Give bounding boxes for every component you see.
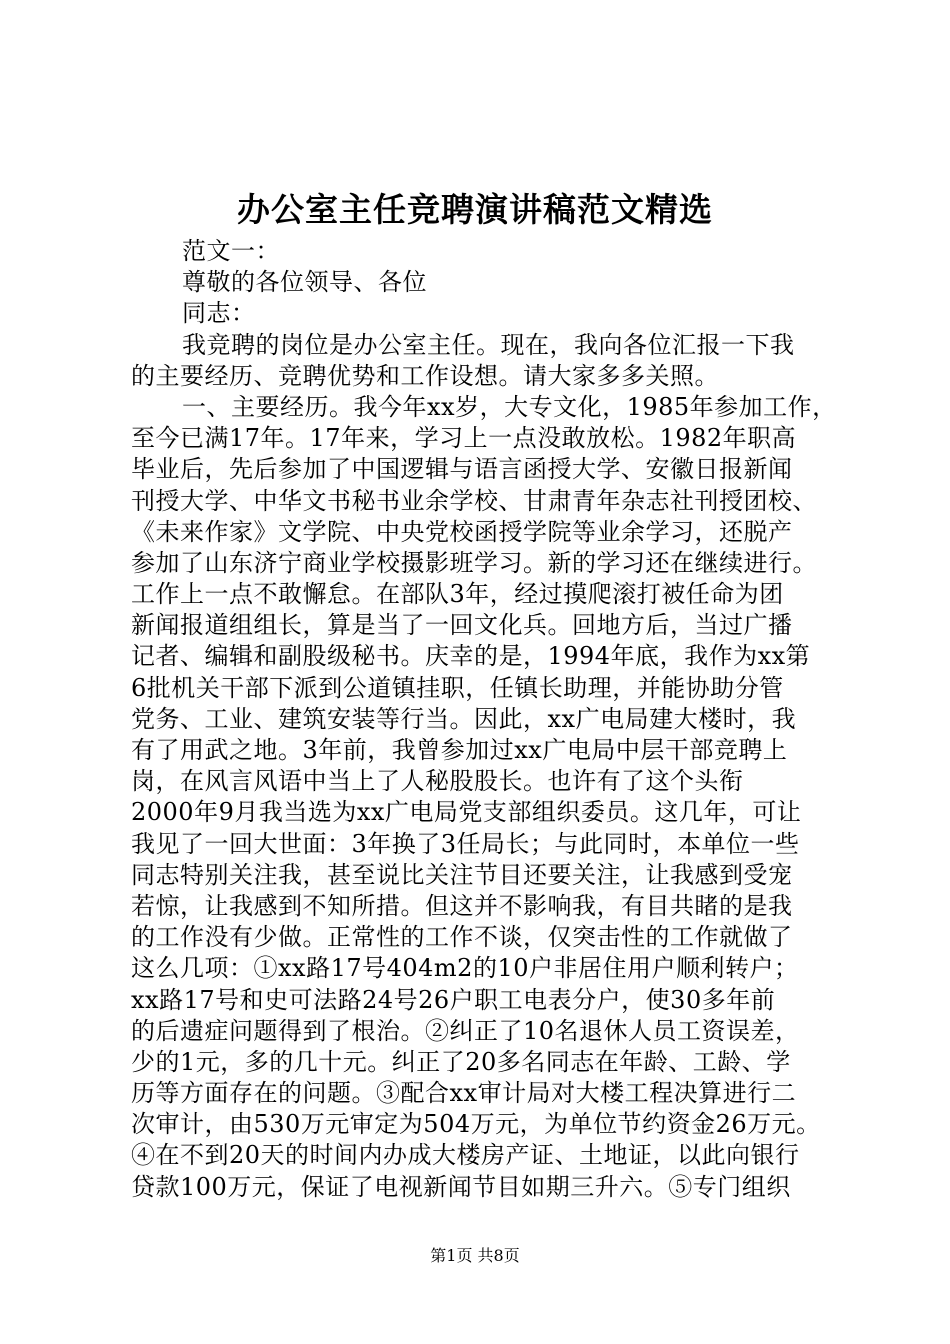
text-line: 有了用武之地。3年前，我曾参加过xx广电局中层干部竞聘上: [131, 736, 788, 764]
document-title: 办公室主任竞聘演讲稿范文精选: [237, 190, 713, 229]
page-footer: 第1页 共8页: [430, 1246, 520, 1265]
text-line: 同志特别关注我，甚至说比关注节目还要关注，让我感到受宠: [131, 860, 793, 889]
text-line: 同志：: [182, 299, 256, 328]
text-line: 一、主要经历。我今年xx岁，大专文化，1985年参加工作，: [182, 392, 837, 421]
text-line: 至今已满17年。17年来，学习上一点没敢放松。1982年职高: [131, 424, 797, 453]
text-line: 工作上一点不敢懈怠。在部队3年，经过摸爬滚打被任命为团: [131, 580, 784, 609]
text-line: 《未来作家》文学院、中央党校函授学院等业余学习，还脱产: [131, 517, 793, 546]
text-line: 这么几项：①xx路17号404m2的10户非居住用户顺利转户；: [131, 954, 799, 983]
text-line: 的工作没有少做。正常性的工作不谈，仅突击性的工作就做了: [131, 923, 793, 952]
text-line: 范文一：: [182, 237, 280, 265]
text-line: ④在不到20天的时间内办成大楼房产证、土地证，以此向银行: [131, 1141, 800, 1170]
text-line: 毕业后，先后参加了中国逻辑与语言函授大学、安徽日报新闻: [131, 455, 793, 484]
text-line: xx路17号和史可法路24号26户职工电表分户，使30多年前: [131, 985, 776, 1014]
text-line: 刊授大学、中华文书秘书业余学校、甘肃青年杂志社刊授团校、: [131, 486, 817, 515]
text-line: 历等方面存在的问题。③配合xx审计局对大楼工程决算进行二: [131, 1079, 797, 1108]
text-line: 贷款100万元，保证了电视新闻节目如期三升六。⑤专门组织: [131, 1172, 791, 1201]
text-line: 新闻报道组组长，算是当了一回文化兵。回地方后，当过广播: [131, 611, 793, 640]
text-line: 的后遗症问题得到了根治。②纠正了10名退休人员工资误差，: [131, 1016, 800, 1045]
text-line: 少的1元，多的几十元。纠正了20多名同志在年龄、工龄、学: [131, 1047, 791, 1076]
text-line: 若惊，让我感到不知所措。但这并不影响我，有目共睹的是我: [131, 891, 793, 920]
text-line: 6批机关干部下派到公道镇挂职，任镇长助理，并能协助分管: [131, 673, 784, 702]
text-line: 次审计，由530万元审定为504万元，为单位节约资金26万元。: [131, 1110, 821, 1139]
text-line: 参加了山东济宁商业学校摄影班学习。新的学习还在继续进行。: [131, 548, 817, 577]
document-body: [131, 236, 837, 1203]
text-line: 岗，在风言风语中当上了人秘股股长。也许有了这个头衔: [131, 767, 744, 796]
text-line: 党务、工业、建筑安装等行当。因此，xx广电局建大楼时，我: [131, 704, 797, 733]
text-line: 我竞聘的岗位是办公室主任。现在，我向各位汇报一下我: [182, 330, 795, 359]
text-line: 的主要经历、竞聘优势和工作设想。请大家多多关照。: [131, 361, 719, 390]
text-line: 尊敬的各位领导、各位: [182, 268, 427, 297]
text-line: 记者、编辑和副股级秘书。庆幸的是，1994年底，我作为xx第: [131, 642, 811, 671]
text-line: 我见了一回大世面：3年换了3任局长；与此同时，本单位一些: [131, 829, 800, 858]
text-line: 2000年9月我当选为xx广电局党支部组织委员。这几年，可让: [131, 798, 802, 827]
